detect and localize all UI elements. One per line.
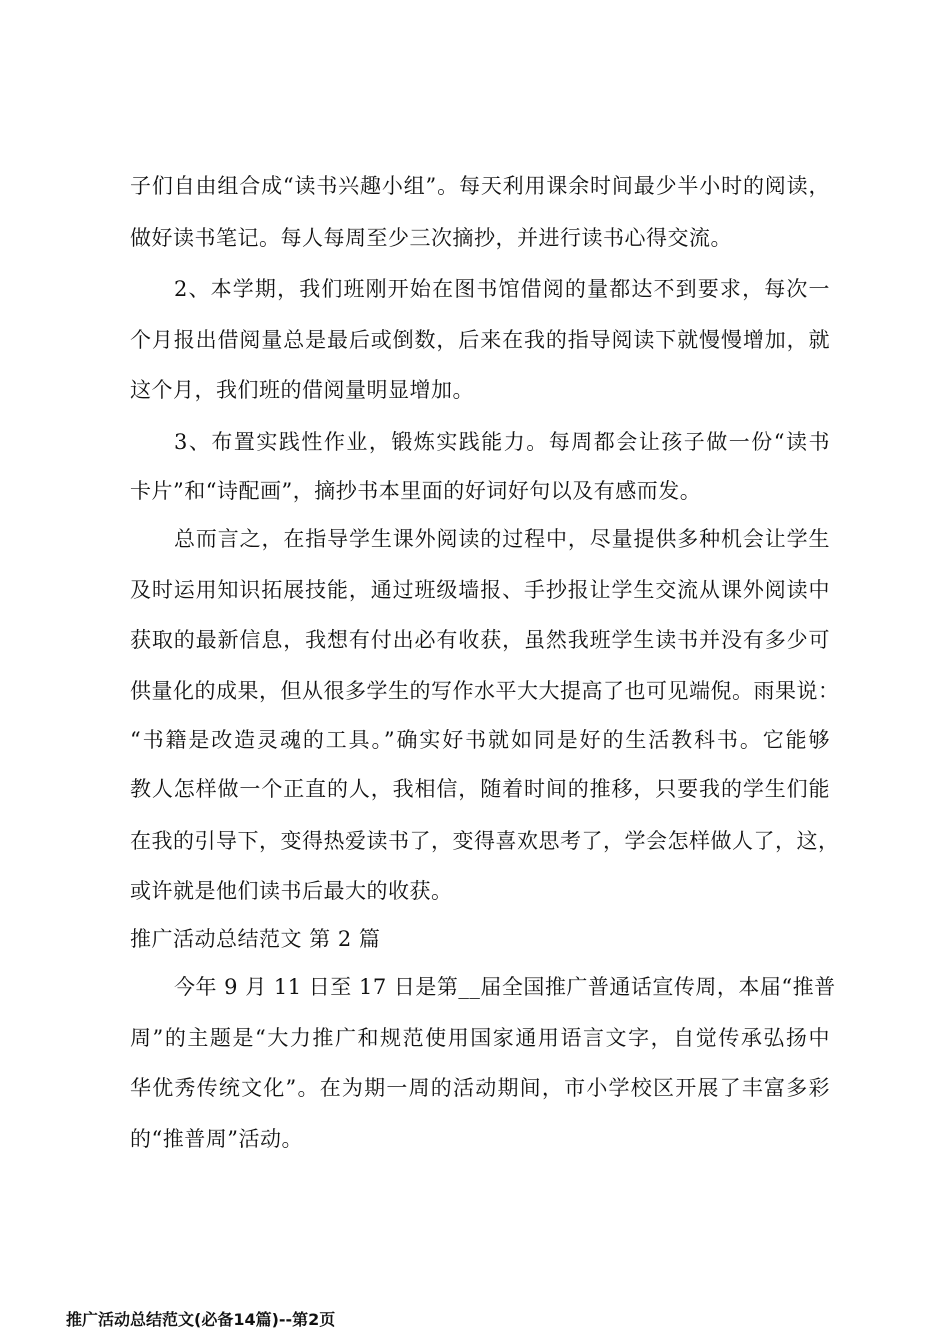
body-line: 获取的最新信息，我想有付出必有收获，虽然我班学生读书并没有多少可 [130, 628, 830, 652]
body-line: 3、布置实践性作业，锻炼实践能力。每周都会让孩子做一份“读书 [174, 430, 830, 454]
section-heading: 推广活动总结范文 第 2 篇 [130, 927, 381, 951]
body-line: 总而言之，在指导学生课外阅读的过程中，尽量提供多种机会让学生 [174, 527, 830, 551]
body-line: 个月报出借阅量总是最后或倒数，后来在我的指导阅读下就慢慢增加，就 [130, 328, 830, 352]
body-line: 或许就是他们读书后最大的收获。 [130, 879, 453, 903]
body-line: 做好读书笔记。每人每周至少三次摘抄，并进行读书心得交流。 [130, 226, 732, 250]
body-line: 华优秀传统文化”。在为期一周的活动期间，市小学校区开展了丰富多彩 [130, 1076, 830, 1100]
body-line: 2、本学期，我们班刚开始在图书馆借阅的量都达不到要求，每次一 [174, 277, 830, 301]
body-line: 教人怎样做一个正直的人，我相信，随着时间的推移，只要我的学生们能 [130, 777, 830, 801]
body-line: 供量化的成果，但从很多学生的写作水平大大提高了也可见端倪。雨果说： [130, 679, 840, 703]
body-line: 在我的引导下，变得热爱读书了，变得喜欢思考了，学会怎样做人了，这， [130, 829, 840, 853]
page-footer: 推广活动总结范文(必备14篇)--第2页 [66, 1310, 336, 1329]
body-line: “书籍是改造灵魂的工具。”确实好书就如同是好的生活教科书。它能够 [130, 728, 830, 752]
body-line: 今年 9 月 11 日至 17 日是第__届全国推广普通话宣传周，本届“推普 [174, 975, 836, 999]
body-line: 及时运用知识拓展技能，通过班级墙报、手抄报让学生交流从课外阅读中 [130, 578, 830, 602]
body-line: 卡片”和“诗配画”，摘抄书本里面的好词好句以及有感而发。 [130, 479, 702, 503]
body-line: 周”的主题是“大力推广和规范使用国家通用语言文字，自觉传承弘扬中 [130, 1026, 830, 1050]
body-line: 子们自由组合成“读书兴趣小组”。每天利用课余时间最少半小时的阅读， [130, 174, 830, 198]
body-line: 这个月，我们班的借阅量明显增加。 [130, 378, 474, 402]
body-line: 的“推普周”活动。 [130, 1127, 303, 1151]
